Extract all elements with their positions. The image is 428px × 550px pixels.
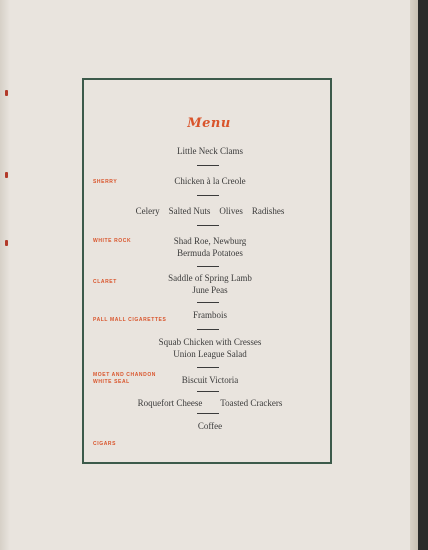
course-frambois: Frambois — [192, 310, 227, 320]
course-separator — [197, 302, 219, 303]
course-separator — [197, 413, 219, 414]
menu-title: Menu — [187, 116, 231, 131]
course-clams: Little Neck Clams — [177, 146, 243, 156]
course-chicken-creole: Chicken à la Creole — [174, 176, 246, 186]
binding-mark — [5, 90, 8, 96]
page-edge — [410, 0, 418, 550]
course-june-peas: June Peas — [192, 285, 228, 295]
binding-mark — [5, 240, 8, 246]
course-coffee: Coffee — [197, 421, 223, 431]
course-bermuda-potatoes: Bermuda Potatoes — [177, 248, 243, 258]
course-separator — [197, 367, 219, 368]
course-separator — [197, 329, 219, 330]
wine-claret: CLARET — [93, 279, 117, 285]
course-separator — [197, 165, 219, 166]
course-salad: Union League Salad — [173, 349, 247, 359]
wine-white-seal: WHITE SEAL — [93, 379, 130, 385]
course-separator — [197, 266, 219, 267]
course-relishes: Celery Salted Nuts Olives Radishes — [135, 206, 285, 216]
course-separator — [197, 391, 219, 392]
cigars: CIGARS — [93, 441, 117, 447]
binding-shadow — [0, 0, 10, 550]
course-separator — [197, 195, 219, 196]
course-lamb: Saddle of Spring Lamb — [168, 273, 252, 283]
wine-moet-chandon: MOET AND CHANDON — [93, 372, 157, 378]
binding-mark — [5, 172, 8, 178]
course-cheese: Roquefort Cheese Toasted Crackers — [137, 398, 283, 408]
cigarettes: PALL MALL CIGARETTES — [93, 317, 167, 323]
course-separator — [197, 225, 219, 226]
course-squab: Squab Chicken with Cresses — [158, 337, 262, 347]
wine-white-rock: WHITE ROCK — [93, 238, 132, 244]
course-shad-roe: Shad Roe, Newburg — [173, 236, 247, 246]
course-biscuit: Biscuit Victoria — [181, 375, 239, 385]
wine-sherry: SHERRY — [93, 179, 118, 185]
